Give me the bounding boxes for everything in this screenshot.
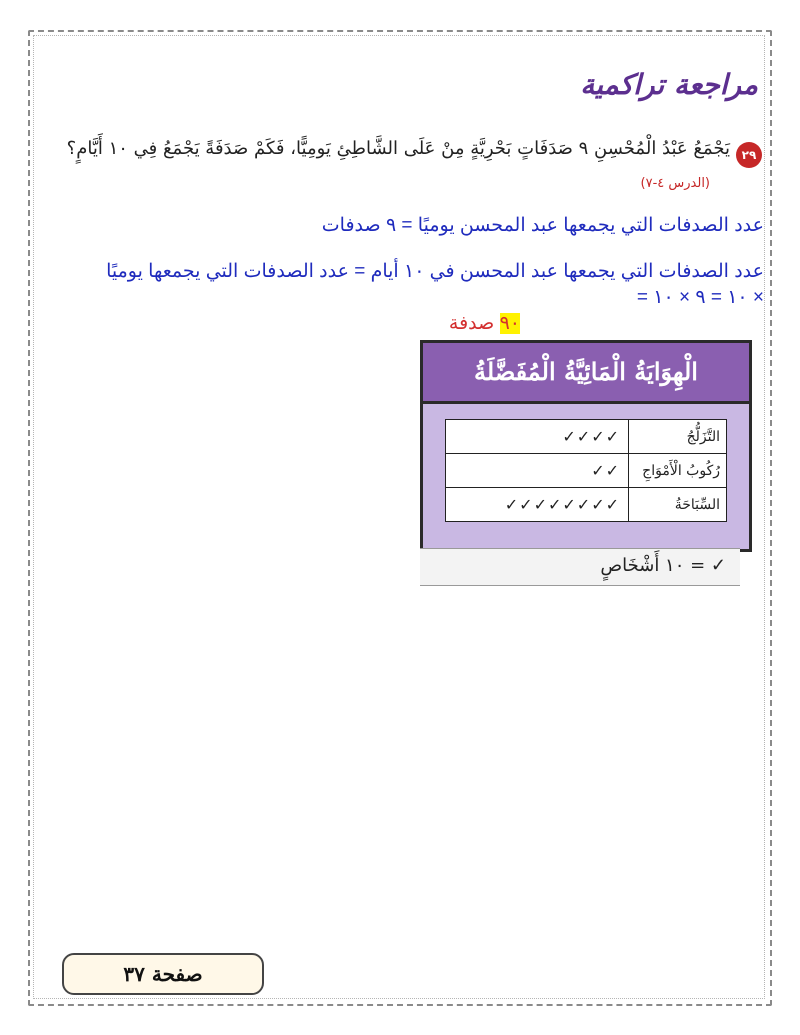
row-marks: ✓✓✓✓✓✓✓✓ [446,488,629,522]
section-heading: مراجعة تراكمية [580,68,758,101]
lesson-reference: (الدرس ٤-٧) [640,176,710,191]
answer-result-highlight: ٩٠ [499,313,520,334]
answer-line-2: عدد الصدفات التي يجمعها عبد المحسن في ١٠ أيام = عدد الصدفات التي يجمعها يوميًا [106,261,764,282]
page-number: صفحة ٣٧ [62,953,264,995]
pictograph-title: الْهِوَايَةُ الْمَائِيَّةُ الْمُفَضَّلَةُ [423,343,749,404]
pictograph-legend: ✓ = ١٠ أَشْخَاصٍ [600,555,726,576]
answer-line-1: عدد الصدفات التي يجمعها عبد المحسن يوميًا = ٩ صدفات [321,215,764,236]
answer-result-unit: صدفة [448,313,495,334]
table-row [446,488,727,522]
pictograph-card [420,340,752,552]
row-marks: ✓✓ [446,454,629,488]
question-number-badge: ٢٩ [736,142,762,168]
pictograph-legend-bar [420,548,740,586]
answer-line-3: × ١٠ = ٩ × ١٠ = [636,287,764,308]
row-label: رُكُوبُ الْأَمْوَاجِ [629,454,727,488]
question-text: يَجْمَعُ عَبْدُ الْمُحْسِنِ ٩ صَدَفَاتٍ بَحْرِيَّةٍ مِنْ عَلَى الشَّاطِئِ يَومِيًّا، فَكَمْ صَدَفَةً يَجْمَعُ فِي ١٠ أَيَّامٍ؟ [66,138,730,159]
row-marks: ✓✓✓✓ [446,420,629,454]
answer-result-line [449,312,520,335]
row-label: التَّزَلُّجُ [629,420,727,454]
table-row [446,420,727,454]
table-row [446,454,727,488]
row-label: السِّبَاحَةُ [629,488,727,522]
pictograph-table [445,419,727,522]
